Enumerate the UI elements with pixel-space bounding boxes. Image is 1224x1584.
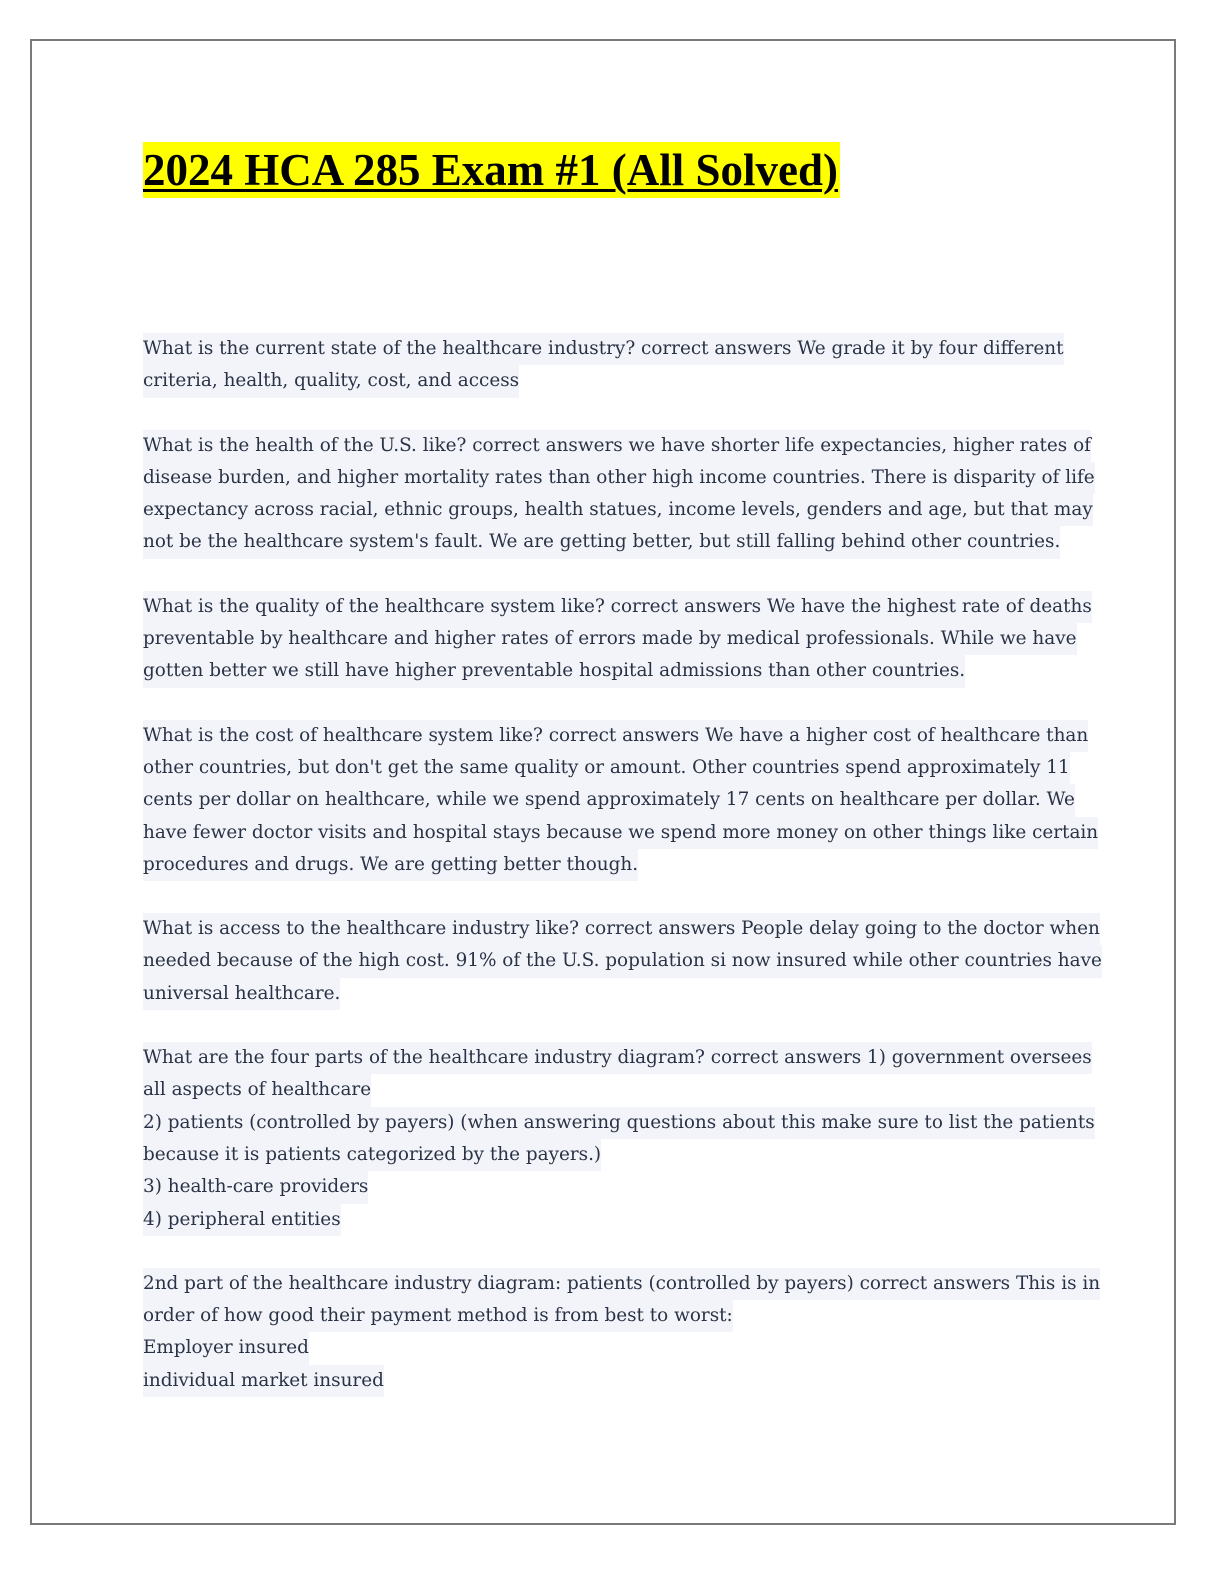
qa-block-health [143, 430, 1095, 559]
text-line: cents per dollar on healthcare, while we spend approximately 17 cents on healthcare per dollar. We [143, 784, 1075, 816]
title-container [143, 142, 840, 198]
text-line: not be the healthcare system's fault. We are getting better, but still falling behind other countries. [143, 526, 1060, 558]
text-line: have fewer doctor visits and hospital stays because we spend more money on other things like certain [143, 817, 1098, 849]
text-line: expectancy across racial, ethnic groups, health statues, income levels, genders and age, but that may [143, 494, 1093, 526]
qa-block-quality [143, 591, 1092, 688]
text-line: universal healthcare. [143, 978, 340, 1010]
text-line: preventable by healthcare and higher rates of errors made by medical professionals. While we have [143, 623, 1077, 655]
text-line: 2) patients (controlled by payers) (when answering questions about this make sure to list the patients [143, 1107, 1095, 1139]
text-line: Employer insured [143, 1332, 309, 1364]
text-line: What is access to the healthcare industry like? correct answers People delay going to the doctor when [143, 913, 1100, 945]
text-line: What are the four parts of the healthcare industry diagram? correct answers 1) government oversees [143, 1042, 1092, 1074]
text-line: What is the current state of the healthcare industry? correct answers We grade it by four different [143, 333, 1064, 365]
text-line: gotten better we still have higher preventable hospital admissions than other countries. [143, 655, 965, 687]
text-line: 2nd part of the healthcare industry diagram: patients (controlled by payers) correct answers This is in [143, 1268, 1100, 1300]
qa-block-second-part [143, 1268, 1101, 1397]
qa-block-access [143, 913, 1102, 1010]
text-line: criteria, health, quality, cost, and access [143, 365, 519, 397]
text-line: individual market insured [143, 1365, 384, 1397]
document-title: 2024 HCA 285 Exam #1 (All Solved) [143, 142, 840, 198]
qa-block-four-parts [143, 1042, 1095, 1236]
text-line: order of how good their payment method is from best to worst: [143, 1300, 733, 1332]
text-line: What is the health of the U.S. like? correct answers we have shorter life expectancies, higher rates of [143, 430, 1091, 462]
text-line: What is the quality of the healthcare system like? correct answers We have the highest rate of deaths [143, 591, 1092, 623]
text-line: What is the cost of healthcare system like? correct answers We have a higher cost of healthcare than [143, 720, 1088, 752]
text-line: disease burden, and higher mortality rates than other high income countries. There is disparity of life [143, 462, 1095, 494]
text-line: other countries, but don't get the same quality or amount. Other countries spend approximately 11 [143, 752, 1070, 784]
qa-block-current-state [143, 333, 1063, 398]
text-line: 4) peripheral entities [143, 1204, 341, 1236]
text-line: 3) health-care providers [143, 1171, 368, 1203]
text-line: needed because of the high cost. 91% of the U.S. population si now insured while other countries have [143, 945, 1102, 977]
text-line: because it is patients categorized by the payers.) [143, 1139, 601, 1171]
text-line: procedures and drugs. We are getting better though. [143, 849, 638, 881]
text-line: all aspects of healthcare [143, 1074, 371, 1106]
document-body [143, 333, 1102, 1429]
qa-block-cost [143, 720, 1099, 881]
